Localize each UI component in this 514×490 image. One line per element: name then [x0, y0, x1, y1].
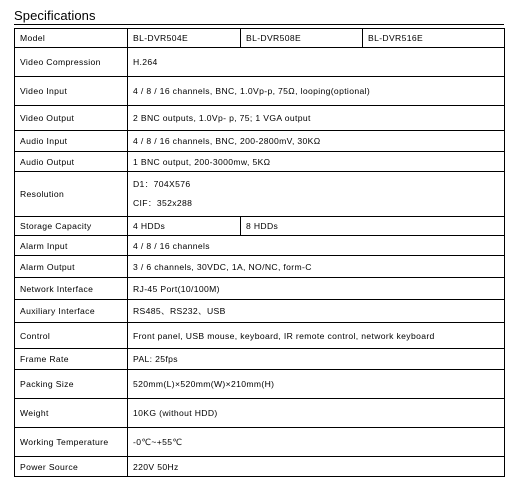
- row-label: Video Compression: [15, 48, 128, 77]
- row-label: Alarm Output: [15, 256, 128, 278]
- row-label: Alarm Input: [15, 236, 128, 256]
- table-row-resolution: [15, 172, 505, 217]
- row-label: Packing Size: [15, 370, 128, 399]
- table-row-alarm-output: [15, 256, 505, 278]
- row-label: Video Output: [15, 106, 128, 131]
- table-row-video-output: [15, 106, 505, 131]
- row-value: 3 / 6 channels, 30VDC, 1A, NO/NC, form-C: [128, 256, 505, 278]
- row-value: 4 / 8 / 16 channels: [128, 236, 505, 256]
- model-name: BL-DVR508E: [241, 29, 363, 48]
- row-value: 4 HDDs: [128, 217, 241, 236]
- row-label: Frame Rate: [15, 349, 128, 370]
- table-row-power-source: [15, 457, 505, 477]
- table-row-alarm-input: [15, 236, 505, 256]
- row-value: 4 / 8 / 16 channels, BNC, 1.0Vp-p, 75Ω, looping(optional): [128, 77, 505, 106]
- row-value: RJ-45 Port(10/100M): [128, 278, 505, 300]
- row-label: Audio Output: [15, 152, 128, 172]
- row-label: Auxiliary Interface: [15, 300, 128, 323]
- row-value: PAL: 25fps: [128, 349, 505, 370]
- row-value: 1 BNC output, 200-3000mw, 5KΩ: [128, 152, 505, 172]
- page-title: Specifications: [14, 8, 96, 23]
- table-row-storage-capacity: [15, 217, 505, 236]
- table-row-model: [15, 29, 505, 48]
- row-value: RS485、RS232、USB: [128, 300, 505, 323]
- resolution-d1: D1：704X576: [133, 179, 191, 189]
- resolution-cif: CIF：352x288: [133, 198, 193, 208]
- table-row-audio-input: [15, 131, 505, 152]
- row-label: Storage Capacity: [15, 217, 128, 236]
- row-value: H.264: [128, 48, 505, 77]
- table-row-audio-output: [15, 152, 505, 172]
- row-value: -0℃~+55℃: [128, 428, 505, 457]
- row-value: 220V 50Hz: [128, 457, 505, 477]
- table-row-network-interface: [15, 278, 505, 300]
- row-value: Front panel, USB mouse, keyboard, IR remote control, network keyboard: [128, 323, 505, 349]
- row-label: Working Temperature: [15, 428, 128, 457]
- row-label: Power Source: [15, 457, 128, 477]
- row-label: Model: [15, 29, 128, 48]
- row-value: 4 / 8 / 16 channels, BNC, 200-2800mV, 30KΩ: [128, 131, 505, 152]
- row-label: Audio Input: [15, 131, 128, 152]
- row-value: 10KG (without HDD): [128, 399, 505, 428]
- model-name: BL-DVR516E: [363, 29, 505, 48]
- table-row-working-temperature: [15, 428, 505, 457]
- table-row-video-compression: [15, 48, 505, 77]
- table-row-frame-rate: [15, 349, 505, 370]
- row-value: [128, 172, 505, 217]
- specifications-table: [14, 28, 505, 477]
- row-label: Network Interface: [15, 278, 128, 300]
- row-label: Resolution: [15, 172, 128, 217]
- table-row-video-input: [15, 77, 505, 106]
- table-row-packing-size: [15, 370, 505, 399]
- model-name: BL-DVR504E: [128, 29, 241, 48]
- row-label: Video Input: [15, 77, 128, 106]
- table-row-control: [15, 323, 505, 349]
- table-row-weight: [15, 399, 505, 428]
- table-row-auxiliary-interface: [15, 300, 505, 323]
- row-label: Weight: [15, 399, 128, 428]
- title-underline: [14, 24, 504, 25]
- row-value: 8 HDDs: [241, 217, 505, 236]
- row-value: 520mm(L)×520mm(W)×210mm(H): [128, 370, 505, 399]
- row-value: 2 BNC outputs, 1.0Vp- p, 75; 1 VGA output: [128, 106, 505, 131]
- row-label: Control: [15, 323, 128, 349]
